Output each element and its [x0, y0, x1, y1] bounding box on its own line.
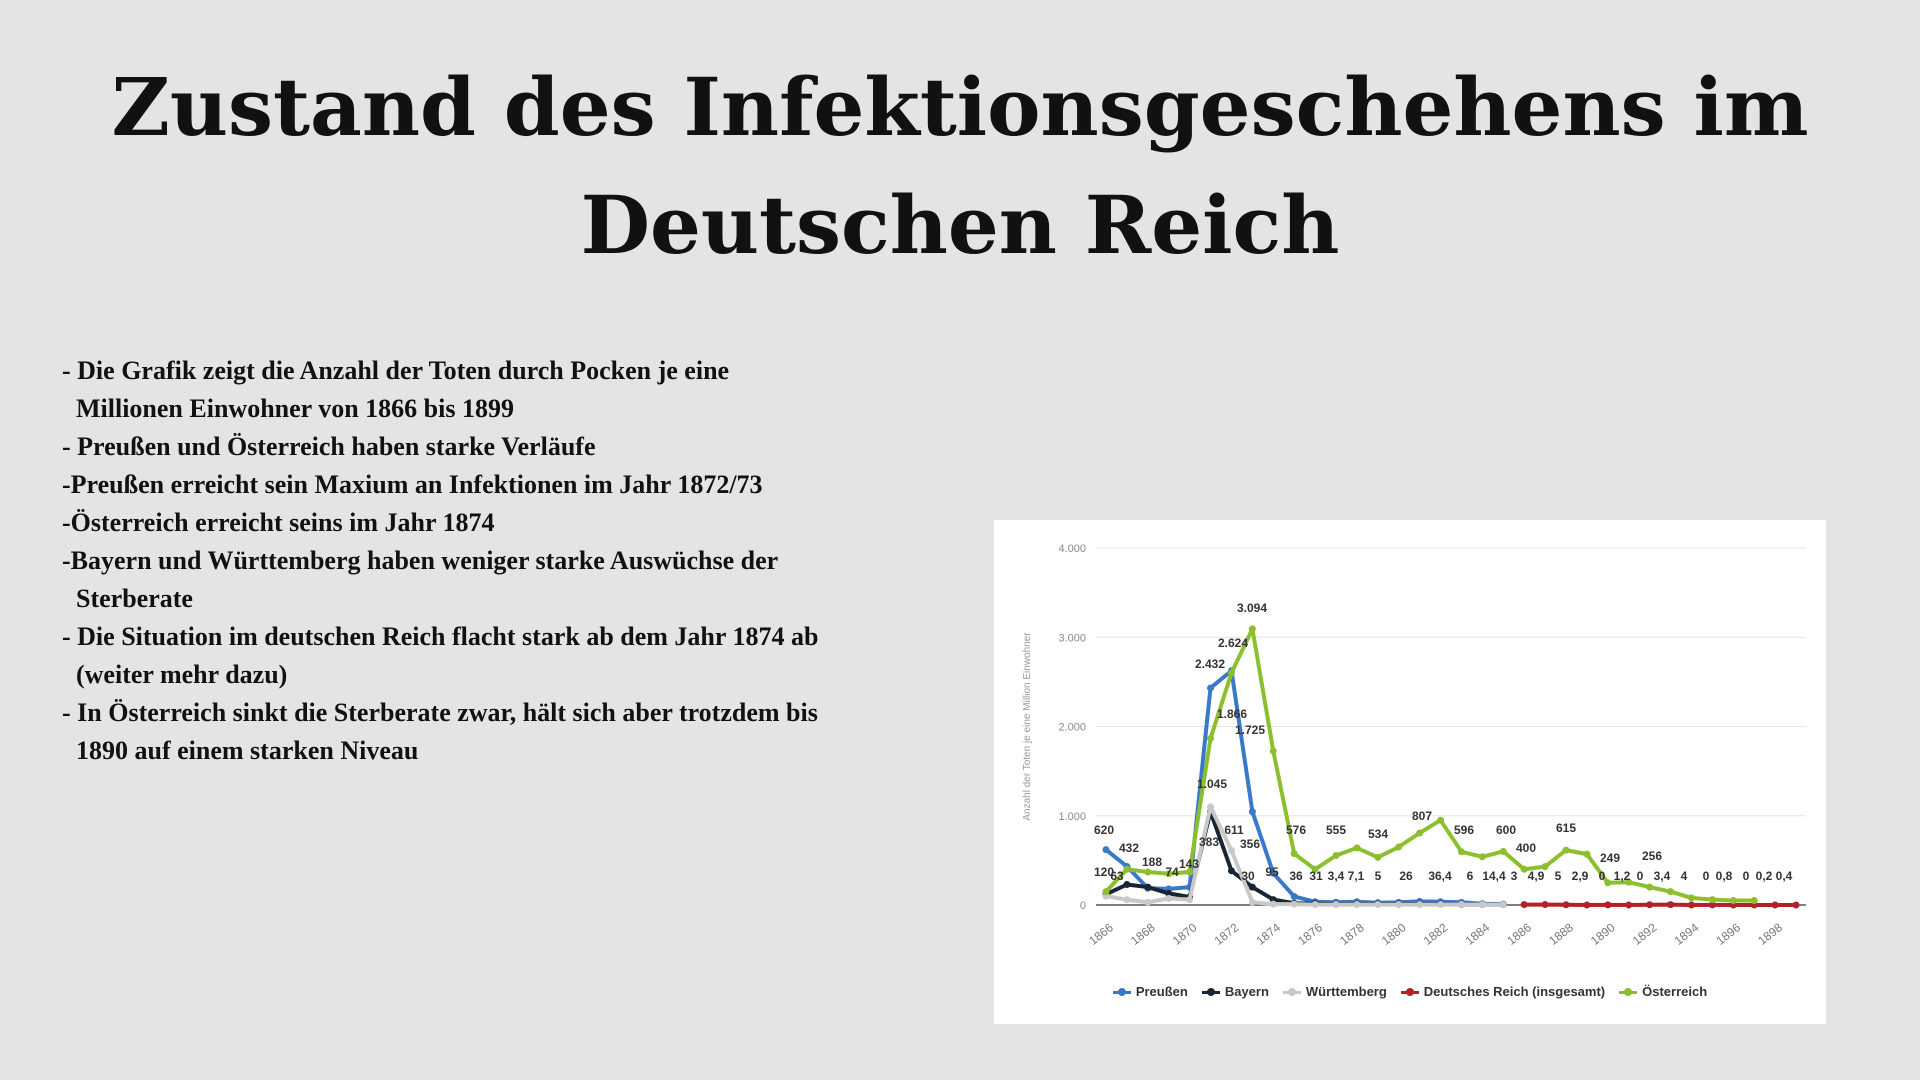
data-point: [1144, 868, 1151, 875]
data-label: 1.866: [1216, 707, 1248, 721]
data-point: [1793, 902, 1800, 909]
x-tick-label: 1888: [1546, 920, 1576, 948]
data-label: 36,4: [1428, 869, 1452, 883]
data-label: 36: [1289, 869, 1303, 883]
x-tick-label: 1890: [1588, 920, 1618, 948]
data-point: [1583, 902, 1590, 909]
data-label: 95: [1265, 865, 1279, 879]
data-label: 1.725: [1234, 723, 1266, 737]
data-point: [1228, 669, 1235, 676]
data-label: 26: [1399, 869, 1413, 883]
data-point: [1730, 897, 1737, 904]
data-label: 0,4: [1775, 869, 1793, 883]
data-label: 2.432: [1194, 657, 1226, 671]
legend-label: Österreich: [1642, 984, 1708, 999]
data-label: 555: [1325, 823, 1347, 837]
data-point: [1416, 901, 1423, 908]
bullet-line: -Bayern und Württemberg haben weniger starke Auswüchse der: [62, 546, 779, 575]
x-tick-label: 1894: [1671, 920, 1702, 948]
bullet-line: Sterberate: [76, 584, 193, 613]
data-point: [1646, 901, 1653, 908]
data-point: [1374, 854, 1381, 861]
data-point: [1353, 844, 1360, 851]
data-point: [1395, 843, 1402, 850]
data-label: 3,4: [1653, 869, 1671, 883]
y-tick-label: 3.000: [1058, 632, 1086, 645]
bullet-line: 1890 auf einem starken Niveau: [76, 736, 419, 765]
y-tick-label: 4.000: [1058, 543, 1086, 555]
y-tick-label: 1.000: [1058, 810, 1086, 823]
data-label: 600: [1495, 823, 1517, 837]
bullet-line: -Preußen erreicht sein Maxium an Infektionen im Jahr 1872/73: [62, 470, 763, 499]
chart-legend: [994, 984, 1826, 999]
data-point: [1249, 899, 1256, 906]
data-label: 7,1: [1347, 869, 1365, 883]
data-point: [1772, 901, 1779, 908]
data-label: 4,9: [1527, 869, 1545, 883]
data-label: 0: [1598, 869, 1606, 883]
data-label: 63: [1110, 869, 1124, 883]
data-point: [1437, 817, 1444, 824]
data-label: 31: [1309, 869, 1323, 883]
data-point: [1123, 881, 1130, 888]
data-point: [1249, 625, 1256, 632]
data-label: 3.094: [1236, 601, 1268, 615]
data-point: [1374, 901, 1381, 908]
data-label: 5: [1374, 869, 1382, 883]
legend-label: Preußen: [1135, 984, 1188, 999]
x-tick-label: 1892: [1629, 920, 1660, 948]
data-point: [1458, 848, 1465, 855]
data-point: [1709, 896, 1716, 903]
legend-label: Württemberg: [1305, 984, 1387, 999]
data-point: [1604, 879, 1611, 886]
data-label: 249: [1599, 851, 1621, 865]
data-point: [1521, 866, 1528, 873]
x-tick-label: 1880: [1378, 920, 1409, 948]
data-point: [1667, 888, 1674, 895]
data-point: [1123, 866, 1130, 873]
x-tick-label: 1872: [1211, 920, 1242, 948]
data-label: 615: [1555, 821, 1577, 835]
data-label: 30: [1241, 869, 1255, 883]
data-label: 4: [1680, 869, 1688, 883]
data-point: [1249, 884, 1256, 891]
bullet-line: - Die Situation im deutschen Reich flacht stark ab dem Jahr 1874 ab: [62, 622, 819, 651]
data-point: [1291, 893, 1298, 900]
data-point: [1500, 901, 1507, 908]
data-point: [1563, 901, 1570, 908]
data-label: 120: [1093, 865, 1115, 879]
data-point: [1291, 901, 1298, 908]
data-point: [1437, 901, 1444, 908]
data-label: 74: [1165, 865, 1179, 879]
data-label: 3: [1510, 869, 1518, 883]
data-point: [1207, 735, 1214, 742]
y-tick-label: 2.000: [1058, 721, 1086, 734]
data-label: 596: [1453, 823, 1475, 837]
line-chart: [994, 520, 1826, 980]
data-point: [1207, 684, 1214, 691]
data-point: [1353, 901, 1360, 908]
bullet-list: [62, 352, 962, 770]
data-label: 14,4: [1482, 869, 1506, 883]
legend-item[interactable]: [1202, 984, 1269, 999]
x-tick-label: 1874: [1253, 920, 1284, 948]
data-point: [1270, 901, 1277, 908]
x-tick-label: 1886: [1504, 920, 1535, 948]
data-point: [1249, 808, 1256, 815]
x-tick-label: 1876: [1295, 920, 1325, 948]
data-label: 807: [1411, 809, 1433, 823]
title-line-1: Zustand des Infektionsgeschehens im: [111, 60, 1809, 154]
legend-label: Deutsches Reich (insgesamt): [1423, 984, 1606, 999]
data-label: 0: [1702, 869, 1710, 883]
legend-item[interactable]: [1401, 984, 1605, 999]
data-point: [1667, 901, 1674, 908]
y-tick-label: 0: [1079, 900, 1086, 912]
data-point: [1688, 894, 1695, 901]
y-axis-label: Anzahl der Toten je eine Million Einwohner: [1022, 632, 1033, 821]
data-point: [1625, 902, 1632, 909]
data-label: 383: [1198, 835, 1220, 849]
bullet-line: - Preußen und Österreich haben starke Verläufe: [62, 432, 596, 461]
data-label: 0: [1742, 869, 1750, 883]
data-label: 188: [1141, 855, 1163, 869]
data-label: 5: [1554, 869, 1562, 883]
data-point: [1479, 853, 1486, 860]
data-point: [1333, 852, 1340, 859]
data-label: 576: [1285, 823, 1307, 837]
legend-swatch: [1283, 987, 1301, 997]
bullet-line: -Österreich erreicht seins im Jahr 1874: [62, 508, 495, 537]
data-label: 611: [1224, 823, 1244, 837]
bullet-line: (weiter mehr dazu): [76, 660, 288, 689]
data-point: [1646, 884, 1653, 891]
data-label: 0,8: [1715, 869, 1733, 883]
bullet-line: - In Österreich sinkt die Sterberate zwar, hält sich aber trotzdem bis: [62, 698, 818, 727]
x-tick-label: 1868: [1128, 920, 1158, 948]
legend-label: Bayern: [1224, 984, 1269, 999]
data-label: 6: [1466, 869, 1474, 883]
data-point: [1228, 867, 1235, 874]
data-label: 620: [1093, 823, 1115, 837]
x-tick-label: 1878: [1337, 920, 1367, 948]
x-tick-label: 1870: [1169, 920, 1200, 948]
data-point: [1207, 803, 1214, 810]
x-tick-label: 1884: [1462, 920, 1493, 948]
title-line-2: Deutschen Reich: [580, 178, 1340, 272]
data-label: 356: [1239, 837, 1261, 851]
data-label: 3,4: [1327, 869, 1345, 883]
data-label: 143: [1178, 857, 1200, 871]
data-point: [1395, 901, 1402, 908]
data-point: [1312, 901, 1319, 908]
data-point: [1291, 850, 1298, 857]
page-title: [0, 48, 1920, 284]
data-point: [1542, 901, 1549, 908]
data-point: [1333, 901, 1340, 908]
data-point: [1458, 901, 1465, 908]
data-label: 2.624: [1217, 636, 1249, 650]
data-label: 2,9: [1571, 869, 1589, 883]
data-point: [1270, 748, 1277, 755]
data-point: [1521, 901, 1528, 908]
data-point: [1479, 901, 1486, 908]
data-point: [1500, 848, 1507, 855]
data-point: [1123, 896, 1130, 903]
data-point: [1165, 895, 1172, 902]
x-tick-label: 1882: [1420, 920, 1451, 948]
data-point: [1103, 846, 1110, 853]
data-point: [1583, 851, 1590, 858]
legend-swatch: [1619, 987, 1637, 997]
data-label: 534: [1367, 827, 1389, 841]
data-point: [1144, 899, 1151, 906]
data-point: [1563, 847, 1570, 854]
x-tick-label: 1898: [1755, 920, 1785, 948]
data-label: 1,2: [1613, 869, 1631, 883]
legend-item[interactable]: [1283, 984, 1387, 999]
bullet-line: - Die Grafik zeigt die Anzahl der Toten durch Pocken je eine: [62, 356, 730, 385]
data-point: [1751, 897, 1758, 904]
data-point: [1186, 896, 1193, 903]
data-label: 432: [1118, 841, 1140, 855]
bullet-line: Millionen Einwohner von 1866 bis 1899: [76, 394, 514, 423]
chart-card: [994, 520, 1826, 1024]
legend-item[interactable]: [1113, 984, 1188, 999]
legend-item[interactable]: [1619, 984, 1707, 999]
data-point: [1228, 847, 1235, 854]
data-label: 1.045: [1196, 777, 1228, 791]
data-label: 400: [1515, 841, 1537, 855]
data-point: [1144, 884, 1151, 891]
x-tick-label: 1896: [1713, 920, 1744, 948]
legend-swatch: [1113, 987, 1131, 997]
data-label: 0,2: [1755, 869, 1773, 883]
data-point: [1416, 829, 1423, 836]
data-point: [1604, 901, 1611, 908]
legend-swatch: [1202, 987, 1220, 997]
data-point: [1103, 888, 1110, 895]
data-point: [1688, 902, 1695, 909]
x-tick-label: 1866: [1086, 920, 1116, 948]
data-label: 0: [1636, 869, 1644, 883]
legend-swatch: [1401, 987, 1419, 997]
data-label: 256: [1641, 849, 1663, 863]
